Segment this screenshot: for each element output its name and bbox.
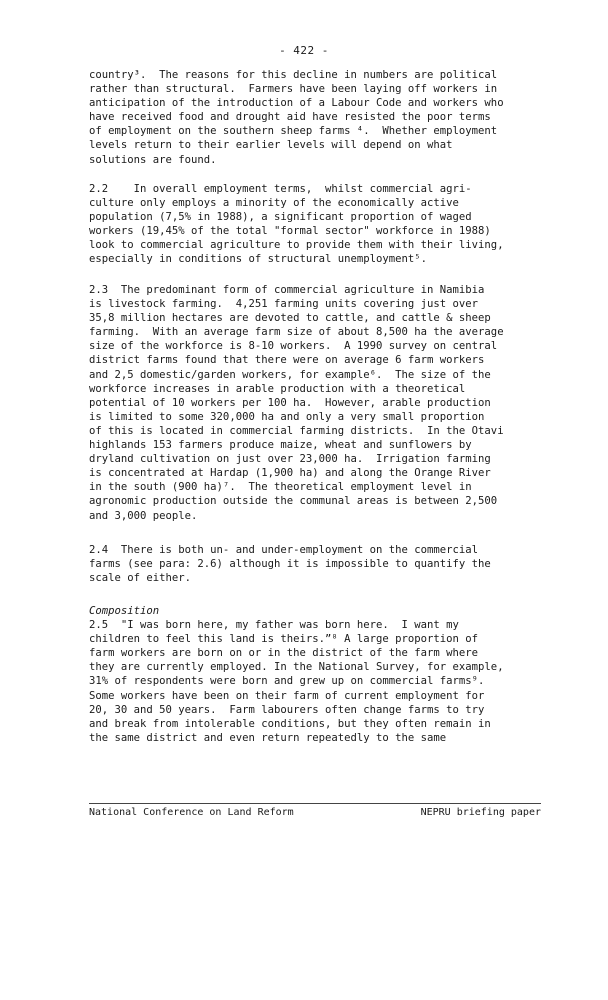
- text-line: and 3,000 people.: [89, 509, 198, 522]
- text-line: 31% of respondents were born and grew up on commercial farms⁹.: [89, 675, 485, 688]
- text-line: farms (see para: 2.6) although it is impossible to quantify the: [89, 558, 491, 571]
- text-line: country³. The reasons for this decline in numbers are political: [89, 69, 498, 81]
- text-line: in the south (900 ha)⁷. The theoretical employment level in: [89, 481, 472, 494]
- text-line: workers (19,45% of the total "formal sector" workforce in 1988): [89, 225, 491, 238]
- footer-left: National Conference on Land Reform: [89, 807, 294, 818]
- text-line: look to commercial agriculture to provide them with their living,: [89, 239, 504, 252]
- text-line: population (7,5% in 1988), a significant proportion of waged: [89, 211, 472, 224]
- text-line: of this is located in commercial farming districts. In the Otavi: [89, 424, 504, 437]
- text-line: of employment on the southern sheep farms ⁴. Whether employment: [89, 125, 498, 138]
- text-line: and 2,5 domestic/garden workers, for example⁶. The size of the: [89, 368, 491, 381]
- text-line: scale of either.: [89, 572, 192, 585]
- text-line: 20, 30 and 50 years. Farm labourers often change farms to try: [89, 703, 485, 716]
- text-line: farm workers are born on or in the district of the farm where: [89, 647, 479, 660]
- text-line: is livestock farming. 4,251 farming units covering just over: [89, 298, 479, 311]
- text-line: farming. With an average farm size of about 8,500 ha the average: [89, 326, 504, 339]
- text-line: have received food and drought aid have resisted the poor terms: [89, 111, 491, 124]
- paragraph-continuation: [89, 68, 541, 167]
- text-line: levels return to their earlier levels will depend on what: [89, 139, 453, 152]
- text-line: is concentrated at Hardap (1,900 ha) and along the Orange River: [89, 467, 491, 480]
- section-heading: Composition: [89, 605, 160, 617]
- text-line: 35,8 million hectares are devoted to cattle, and cattle & sheep: [89, 312, 491, 325]
- text-line: especially in conditions of structural unemployment⁵.: [89, 253, 428, 266]
- paragraph-2-2: [89, 182, 541, 267]
- text-line: potential of 10 workers per 100 ha. However, arable production: [89, 396, 491, 409]
- text-line: 2.4 There is both un- and under-employment on the commercial: [89, 544, 479, 556]
- footer-right: NEPRU briefing paper: [420, 807, 541, 818]
- paragraph-2-4: [89, 543, 541, 585]
- text-line: and break from intolerable conditions, but they often remain in: [89, 717, 491, 730]
- page-number: - 422 -: [279, 44, 329, 57]
- text-line: solutions are found.: [89, 153, 217, 166]
- text-line: children to feel this land is theirs.”⁸ A large proportion of: [89, 633, 479, 646]
- footer-divider: [89, 803, 541, 804]
- text-line: 2.2 In overall employment terms, whilst commercial agri-: [89, 183, 472, 195]
- text-line: size of the workforce is 8-10 workers. A 1990 survey on central: [89, 340, 498, 353]
- text-line: 2.3 The predominant form of commercial agriculture in Namibia: [89, 284, 485, 296]
- text-line: highlands 153 farmers produce maize, wheat and sunflowers by: [89, 439, 472, 452]
- text-line: rather than structural. Farmers have been laying off workers in: [89, 83, 498, 96]
- text-line: anticipation of the introduction of a Labour Code and workers who: [89, 97, 504, 110]
- text-line: workforce increases in arable production with a theoretical: [89, 382, 466, 395]
- text-line: they are currently employed. In the National Survey, for example,: [89, 661, 504, 674]
- text-line: is limited to some 320,000 ha and only a very small proportion: [89, 410, 485, 423]
- text-line: the same district and even return repeatedly to the same: [89, 731, 447, 744]
- text-line: dryland cultivation on just over 23,000 ha. Irrigation farming: [89, 453, 491, 466]
- text-line: 2.5 "I was born here, my father was born here. I want my: [89, 619, 459, 632]
- paragraph-2-3: [89, 283, 541, 523]
- text-line: agronomic production outside the communal areas is between 2,500: [89, 495, 498, 508]
- text-line: culture only employs a minority of the economically active: [89, 197, 459, 210]
- composition-section: [89, 604, 541, 745]
- text-line: Some workers have been on their farm of current employment for: [89, 689, 485, 702]
- text-line: district farms found that there were on average 6 farm workers: [89, 354, 485, 367]
